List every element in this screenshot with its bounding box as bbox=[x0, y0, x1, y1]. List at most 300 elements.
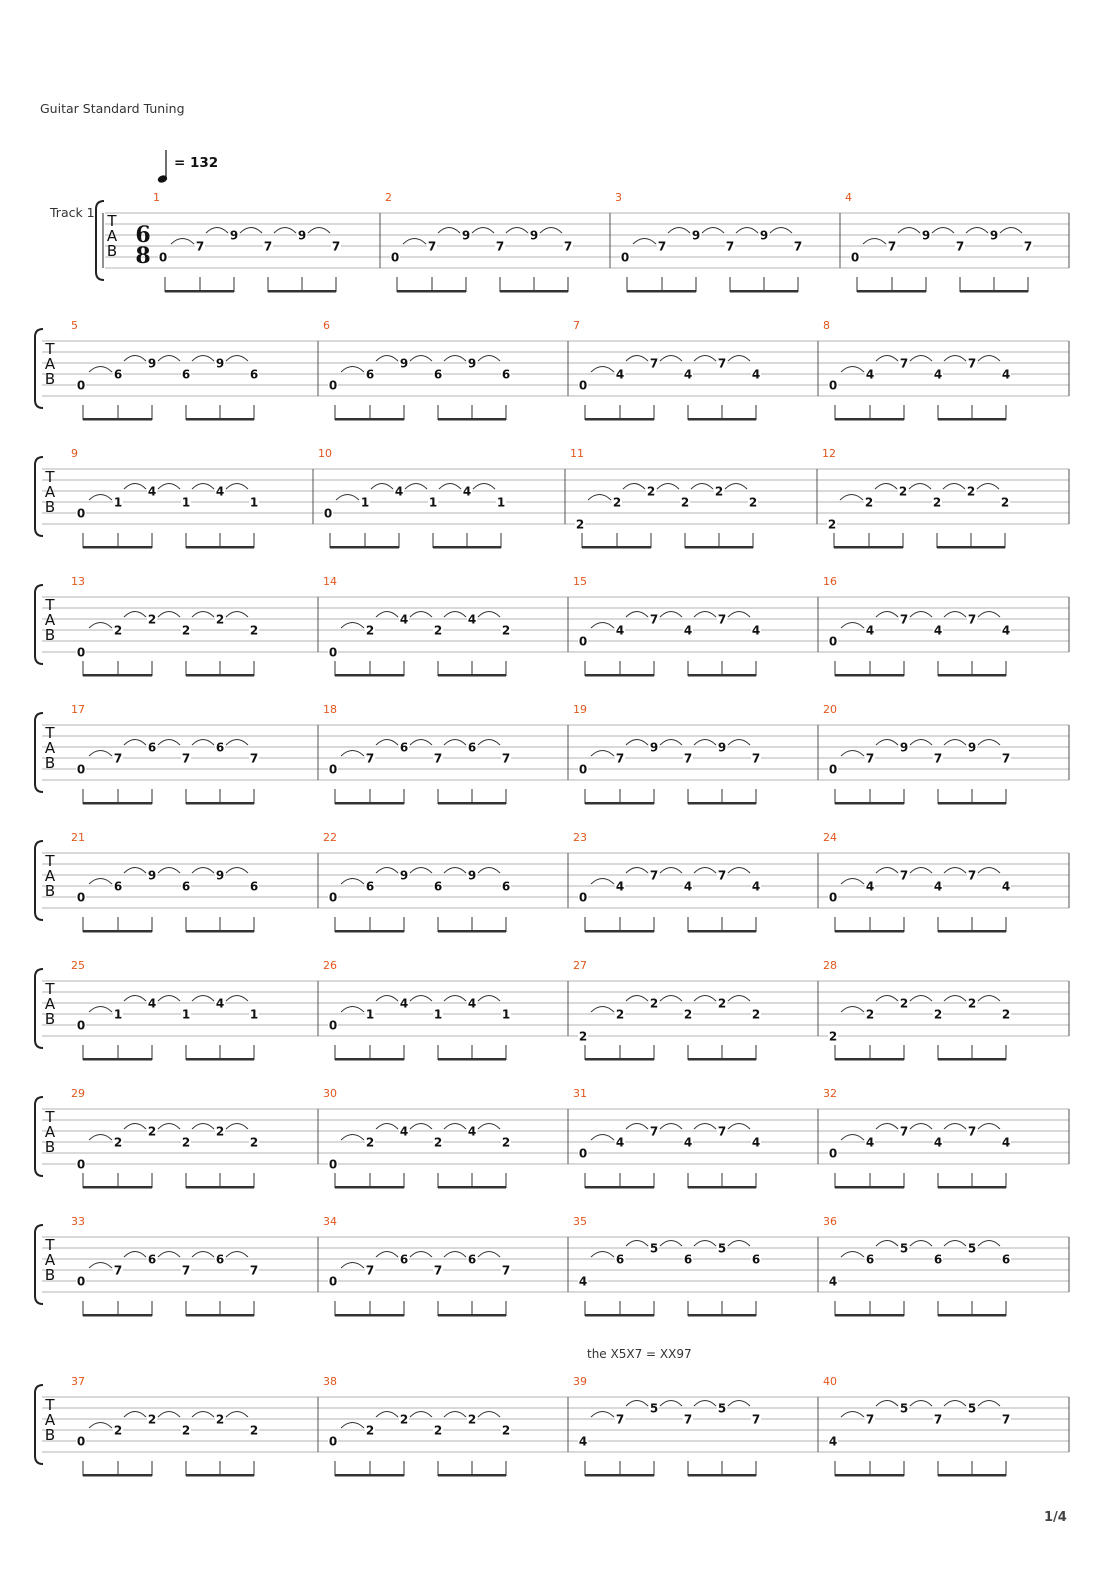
tie-arc bbox=[89, 367, 112, 373]
fret-number: 0 bbox=[76, 506, 86, 521]
tie-arc bbox=[841, 1252, 864, 1258]
fret-number: 7 bbox=[615, 1412, 625, 1427]
fret-number: 7 bbox=[433, 1263, 443, 1278]
fret-number: 7 bbox=[657, 239, 667, 254]
measure-number: 39 bbox=[573, 1375, 587, 1388]
note-beam bbox=[335, 930, 404, 933]
fret-number: 6 bbox=[249, 879, 259, 894]
tie-arc bbox=[124, 996, 146, 1002]
note-beam bbox=[937, 546, 1005, 549]
fret-number: 6 bbox=[399, 1252, 409, 1267]
tie-arc bbox=[978, 740, 1000, 746]
tie-arc bbox=[478, 356, 500, 362]
page-number: 1/4 bbox=[1044, 1510, 1067, 1525]
fret-number: 2 bbox=[433, 1135, 443, 1150]
fret-number: 0 bbox=[578, 378, 588, 393]
tie-arc bbox=[626, 1241, 648, 1247]
fret-number: 4 bbox=[215, 484, 225, 499]
fret-number: 6 bbox=[467, 1252, 477, 1267]
tie-arc bbox=[944, 1241, 966, 1247]
tie-arc bbox=[124, 356, 146, 362]
fret-number: 9 bbox=[717, 740, 727, 755]
fret-number: 1 bbox=[249, 495, 259, 510]
tab-clef-letter: T bbox=[45, 980, 55, 998]
note-beam bbox=[835, 1314, 904, 1317]
system-bracket bbox=[35, 969, 43, 1048]
tie-arc bbox=[444, 1252, 466, 1258]
note-beam bbox=[960, 290, 1028, 293]
measure-number: 23 bbox=[573, 831, 587, 844]
measure-number: 10 bbox=[318, 447, 332, 460]
tie-arc bbox=[341, 1423, 364, 1429]
tie-arc bbox=[660, 1241, 682, 1247]
fret-number: 0 bbox=[390, 250, 400, 265]
fret-number: 1 bbox=[501, 1007, 511, 1022]
tie-arc bbox=[124, 1252, 146, 1258]
fret-number: 2 bbox=[147, 612, 157, 627]
tab-clef-letter: B bbox=[44, 1010, 56, 1028]
tie-arc bbox=[876, 1401, 898, 1407]
tie-arc bbox=[226, 740, 248, 746]
tie-arc bbox=[588, 495, 611, 501]
tie-arc bbox=[944, 356, 966, 362]
tab-clef-letter: B bbox=[44, 1426, 56, 1444]
fret-number: 4 bbox=[683, 1135, 693, 1150]
note-beam bbox=[186, 1474, 254, 1477]
fret-number: 1 bbox=[496, 495, 506, 510]
tie-arc bbox=[226, 996, 248, 1002]
note-beam bbox=[730, 290, 798, 293]
note-beam bbox=[688, 802, 756, 805]
note-beam bbox=[627, 290, 696, 293]
tie-arc bbox=[478, 1124, 500, 1130]
note-beam bbox=[186, 546, 254, 549]
tie-arc bbox=[841, 1412, 864, 1418]
fret-number: 2 bbox=[181, 623, 191, 638]
tab-clef-letter: B bbox=[44, 498, 56, 516]
measure-number: 29 bbox=[71, 1087, 85, 1100]
tie-arc bbox=[478, 996, 500, 1002]
fret-number: 2 bbox=[578, 1029, 588, 1044]
note-beam bbox=[335, 802, 404, 805]
fret-number: 7 bbox=[433, 751, 443, 766]
tie-arc bbox=[89, 623, 112, 629]
measure-number: 11 bbox=[570, 447, 584, 460]
fret-number: 7 bbox=[563, 239, 573, 254]
tie-arc bbox=[944, 996, 966, 1002]
tie-arc bbox=[444, 740, 466, 746]
tie-arc bbox=[910, 1241, 932, 1247]
note-beam bbox=[438, 1058, 506, 1061]
fret-number: 4 bbox=[615, 623, 625, 638]
fret-number: 6 bbox=[683, 1252, 693, 1267]
tab-clef-letter: T bbox=[45, 340, 55, 358]
note-beam bbox=[335, 1474, 404, 1477]
fret-number: 9 bbox=[399, 356, 409, 371]
fret-number: 2 bbox=[1000, 495, 1010, 510]
fret-number: 0 bbox=[76, 1274, 86, 1289]
tab-clef-letter: T bbox=[107, 212, 117, 230]
tie-arc bbox=[124, 1124, 146, 1130]
fret-number: 6 bbox=[865, 1252, 875, 1267]
tie-arc bbox=[728, 996, 750, 1002]
fret-number: 4 bbox=[147, 996, 157, 1011]
fret-number: 2 bbox=[113, 1423, 123, 1438]
note-beam bbox=[438, 930, 506, 933]
tie-arc bbox=[977, 484, 999, 490]
tab-clef-letter: B bbox=[44, 370, 56, 388]
measure-number: 35 bbox=[573, 1215, 587, 1228]
note-beam bbox=[438, 1186, 506, 1189]
fret-number: 9 bbox=[529, 228, 539, 243]
note-beam bbox=[688, 674, 756, 677]
note-beam bbox=[585, 1186, 654, 1189]
tie-arc bbox=[944, 868, 966, 874]
tab-clef-letter: T bbox=[45, 852, 55, 870]
fret-number: 7 bbox=[865, 751, 875, 766]
tie-arc bbox=[158, 868, 180, 874]
tie-arc bbox=[626, 356, 648, 362]
measure-number: 21 bbox=[71, 831, 85, 844]
note-beam bbox=[500, 290, 568, 293]
fret-number: 5 bbox=[649, 1241, 659, 1256]
measure-number: 19 bbox=[573, 703, 587, 716]
fret-number: 2 bbox=[147, 1124, 157, 1139]
fret-number: 1 bbox=[428, 495, 438, 510]
fret-number: 4 bbox=[1001, 623, 1011, 638]
fret-number: 2 bbox=[501, 623, 511, 638]
tie-arc bbox=[274, 228, 296, 234]
fret-number: 7 bbox=[899, 1124, 909, 1139]
fret-number: 4 bbox=[467, 612, 477, 627]
note-beam bbox=[938, 674, 1006, 677]
system-bracket bbox=[35, 1385, 43, 1464]
tie-arc bbox=[876, 740, 898, 746]
note-beam bbox=[186, 930, 254, 933]
fret-number: 0 bbox=[850, 250, 860, 265]
tie-arc bbox=[626, 1401, 648, 1407]
note-beam bbox=[685, 546, 753, 549]
tie-arc bbox=[978, 356, 1000, 362]
note-beam bbox=[186, 802, 254, 805]
fret-number: 6 bbox=[467, 740, 477, 755]
fret-number: 6 bbox=[1001, 1252, 1011, 1267]
fret-number: 9 bbox=[759, 228, 769, 243]
tie-arc bbox=[158, 1412, 180, 1418]
tie-arc bbox=[633, 239, 656, 245]
measure-number: 18 bbox=[323, 703, 337, 716]
tie-arc bbox=[978, 612, 1000, 618]
fret-number: 5 bbox=[967, 1241, 977, 1256]
tie-arc bbox=[341, 879, 364, 885]
fret-number: 2 bbox=[751, 1007, 761, 1022]
fret-number: 5 bbox=[649, 1401, 659, 1416]
fret-number: 2 bbox=[966, 484, 976, 499]
tie-arc bbox=[876, 1124, 898, 1130]
fret-number: 4 bbox=[683, 879, 693, 894]
note-beam bbox=[835, 802, 904, 805]
fret-number: 5 bbox=[899, 1241, 909, 1256]
fret-number: 6 bbox=[751, 1252, 761, 1267]
fret-number: 7 bbox=[249, 751, 259, 766]
fret-number: 9 bbox=[399, 868, 409, 883]
fret-number: 7 bbox=[967, 612, 977, 627]
tie-arc bbox=[626, 1124, 648, 1130]
fret-number: 0 bbox=[76, 378, 86, 393]
fret-number: 9 bbox=[899, 740, 909, 755]
fret-number: 2 bbox=[932, 495, 942, 510]
fret-number: 7 bbox=[331, 239, 341, 254]
fret-number: 5 bbox=[717, 1241, 727, 1256]
measure-number: 38 bbox=[323, 1375, 337, 1388]
note-beam bbox=[438, 1474, 506, 1477]
note-beam bbox=[438, 674, 506, 677]
fret-number: 2 bbox=[181, 1135, 191, 1150]
tie-arc bbox=[876, 1241, 898, 1247]
fret-number: 2 bbox=[1001, 1007, 1011, 1022]
measure-number: 36 bbox=[823, 1215, 837, 1228]
tie-arc bbox=[728, 612, 750, 618]
tie-arc bbox=[192, 868, 214, 874]
note-beam bbox=[688, 1314, 756, 1317]
fret-number: 7 bbox=[365, 1263, 375, 1278]
fret-number: 7 bbox=[365, 751, 375, 766]
fret-number: 6 bbox=[365, 367, 375, 382]
note-beam bbox=[268, 290, 336, 293]
tie-arc bbox=[863, 239, 886, 245]
tie-arc bbox=[124, 484, 146, 490]
tie-arc bbox=[591, 367, 614, 373]
tie-arc bbox=[944, 1401, 966, 1407]
measure-number: 9 bbox=[71, 447, 78, 460]
tab-clef-letter: B bbox=[106, 242, 118, 260]
note-beam bbox=[938, 1314, 1006, 1317]
tie-arc bbox=[403, 239, 426, 245]
fret-number: 2 bbox=[714, 484, 724, 499]
tie-arc bbox=[308, 228, 330, 234]
tie-arc bbox=[444, 1412, 466, 1418]
tie-arc bbox=[124, 868, 146, 874]
fret-number: 7 bbox=[615, 751, 625, 766]
fret-number: 6 bbox=[933, 1252, 943, 1267]
fret-number: 7 bbox=[887, 239, 897, 254]
fret-number: 9 bbox=[989, 228, 999, 243]
note-beam bbox=[585, 1474, 654, 1477]
tab-clef-letter: A bbox=[44, 1411, 56, 1429]
tie-arc bbox=[226, 1412, 248, 1418]
tab-clef-letter: A bbox=[44, 611, 56, 629]
tie-arc bbox=[192, 484, 214, 490]
fret-number: 2 bbox=[967, 996, 977, 1011]
tie-arc bbox=[192, 1252, 214, 1258]
measure-number: 33 bbox=[71, 1215, 85, 1228]
fret-number: 4 bbox=[1001, 1135, 1011, 1150]
fret-number: 1 bbox=[181, 1007, 191, 1022]
note-beam bbox=[835, 1186, 904, 1189]
fret-number: 9 bbox=[649, 740, 659, 755]
note-beam bbox=[688, 1058, 756, 1061]
fret-number: 0 bbox=[328, 645, 338, 660]
fret-number: 2 bbox=[898, 484, 908, 499]
tie-arc bbox=[660, 1124, 682, 1130]
fret-number: 7 bbox=[1001, 1412, 1011, 1427]
measure-number: 27 bbox=[573, 959, 587, 972]
note-beam bbox=[83, 674, 152, 677]
note-beam bbox=[83, 418, 152, 421]
tie-arc bbox=[591, 1412, 614, 1418]
fret-number: 0 bbox=[328, 378, 338, 393]
tie-arc bbox=[660, 356, 682, 362]
tab-clef-letter: T bbox=[45, 1108, 55, 1126]
fret-number: 4 bbox=[399, 612, 409, 627]
fret-number: 6 bbox=[181, 367, 191, 382]
fret-number: 9 bbox=[147, 356, 157, 371]
tie-arc bbox=[192, 1412, 214, 1418]
note-beam bbox=[938, 1186, 1006, 1189]
fret-number: 9 bbox=[967, 740, 977, 755]
tie-arc bbox=[158, 612, 180, 618]
fret-number: 2 bbox=[215, 1124, 225, 1139]
fret-number: 4 bbox=[615, 1135, 625, 1150]
note-beam bbox=[330, 546, 399, 549]
note-beam bbox=[83, 1186, 152, 1189]
tie-arc bbox=[89, 879, 112, 885]
tie-arc bbox=[376, 1412, 398, 1418]
fret-number: 7 bbox=[495, 239, 505, 254]
fret-number: 4 bbox=[933, 1135, 943, 1150]
tie-arc bbox=[226, 356, 248, 362]
fret-number: 6 bbox=[215, 1252, 225, 1267]
tie-arc bbox=[336, 495, 359, 501]
fret-number: 0 bbox=[578, 1146, 588, 1161]
tie-arc bbox=[89, 751, 112, 757]
measure-number: 8 bbox=[823, 319, 830, 332]
fret-number: 2 bbox=[181, 1423, 191, 1438]
tie-arc bbox=[192, 996, 214, 1002]
tie-arc bbox=[876, 356, 898, 362]
tie-arc bbox=[591, 1007, 614, 1013]
note-beam bbox=[688, 1474, 756, 1477]
note-beam bbox=[186, 1058, 254, 1061]
fret-number: 1 bbox=[360, 495, 370, 510]
note-beam bbox=[438, 802, 506, 805]
fret-number: 4 bbox=[828, 1274, 838, 1289]
note-beam bbox=[165, 290, 234, 293]
fret-number: 4 bbox=[394, 484, 404, 499]
tie-arc bbox=[376, 740, 398, 746]
tie-arc bbox=[944, 612, 966, 618]
measure-number: 12 bbox=[822, 447, 836, 460]
tie-arc bbox=[226, 1252, 248, 1258]
note-beam bbox=[835, 1474, 904, 1477]
fret-number: 7 bbox=[649, 612, 659, 627]
note-beam bbox=[834, 546, 903, 549]
measure-number: 15 bbox=[573, 575, 587, 588]
tie-arc bbox=[410, 356, 432, 362]
tie-arc bbox=[444, 356, 466, 362]
fret-number: 9 bbox=[691, 228, 701, 243]
tie-arc bbox=[591, 751, 614, 757]
tie-arc bbox=[341, 623, 364, 629]
tie-arc bbox=[626, 868, 648, 874]
tie-arc bbox=[376, 1124, 398, 1130]
measure-number: 40 bbox=[823, 1375, 837, 1388]
fret-number: 2 bbox=[215, 612, 225, 627]
fret-number: 2 bbox=[399, 1412, 409, 1427]
fret-number: 2 bbox=[864, 495, 874, 510]
tie-arc bbox=[410, 868, 432, 874]
fret-number: 2 bbox=[933, 1007, 943, 1022]
note-beam bbox=[83, 802, 152, 805]
fret-number: 4 bbox=[147, 484, 157, 499]
measure-number: 37 bbox=[71, 1375, 85, 1388]
tie-arc bbox=[910, 1401, 932, 1407]
tie-arc bbox=[898, 228, 920, 234]
fret-number: 7 bbox=[899, 356, 909, 371]
fret-number: 9 bbox=[921, 228, 931, 243]
measure-number: 4 bbox=[845, 191, 852, 204]
fret-number: 0 bbox=[76, 1018, 86, 1033]
fret-number: 2 bbox=[680, 495, 690, 510]
note-beam bbox=[688, 1186, 756, 1189]
fret-number: 0 bbox=[828, 890, 838, 905]
note-beam bbox=[335, 674, 404, 677]
measure-number: 14 bbox=[323, 575, 337, 588]
tab-clef-letter: B bbox=[44, 882, 56, 900]
fret-number: 7 bbox=[683, 751, 693, 766]
measure-number: 5 bbox=[71, 319, 78, 332]
fret-number: 2 bbox=[365, 1135, 375, 1150]
tie-arc bbox=[158, 740, 180, 746]
note-beam bbox=[835, 1058, 904, 1061]
tie-arc bbox=[770, 228, 792, 234]
tie-arc bbox=[591, 1135, 614, 1141]
tie-arc bbox=[932, 228, 954, 234]
tie-arc bbox=[725, 484, 747, 490]
tie-arc bbox=[910, 612, 932, 618]
tab-clef-letter: A bbox=[44, 1123, 56, 1141]
fret-number: 4 bbox=[683, 367, 693, 382]
tie-arc bbox=[226, 1124, 248, 1130]
fret-number: 9 bbox=[467, 868, 477, 883]
fret-number: 0 bbox=[328, 890, 338, 905]
tie-arc bbox=[158, 484, 180, 490]
system-bracket bbox=[35, 457, 43, 536]
note-beam bbox=[585, 1314, 654, 1317]
fret-number: 0 bbox=[620, 250, 630, 265]
fret-number: 6 bbox=[181, 879, 191, 894]
tuning-header: Guitar Standard Tuning bbox=[40, 101, 185, 116]
tie-arc bbox=[376, 356, 398, 362]
fret-number: 7 bbox=[751, 1412, 761, 1427]
fret-number: 4 bbox=[467, 1124, 477, 1139]
tie-arc bbox=[158, 1124, 180, 1130]
tie-arc bbox=[192, 356, 214, 362]
fret-number: 7 bbox=[113, 751, 123, 766]
fret-number: 4 bbox=[215, 996, 225, 1011]
tie-arc bbox=[910, 356, 932, 362]
measure-number: 3 bbox=[615, 191, 622, 204]
system-bracket bbox=[35, 1097, 43, 1176]
fret-number: 4 bbox=[751, 879, 761, 894]
measure-number: 24 bbox=[823, 831, 837, 844]
fret-number: 1 bbox=[113, 1007, 123, 1022]
note-beam bbox=[585, 930, 654, 933]
tie-arc bbox=[944, 740, 966, 746]
tie-arc bbox=[226, 484, 248, 490]
tie-arc bbox=[405, 484, 427, 490]
tie-arc bbox=[376, 996, 398, 1002]
